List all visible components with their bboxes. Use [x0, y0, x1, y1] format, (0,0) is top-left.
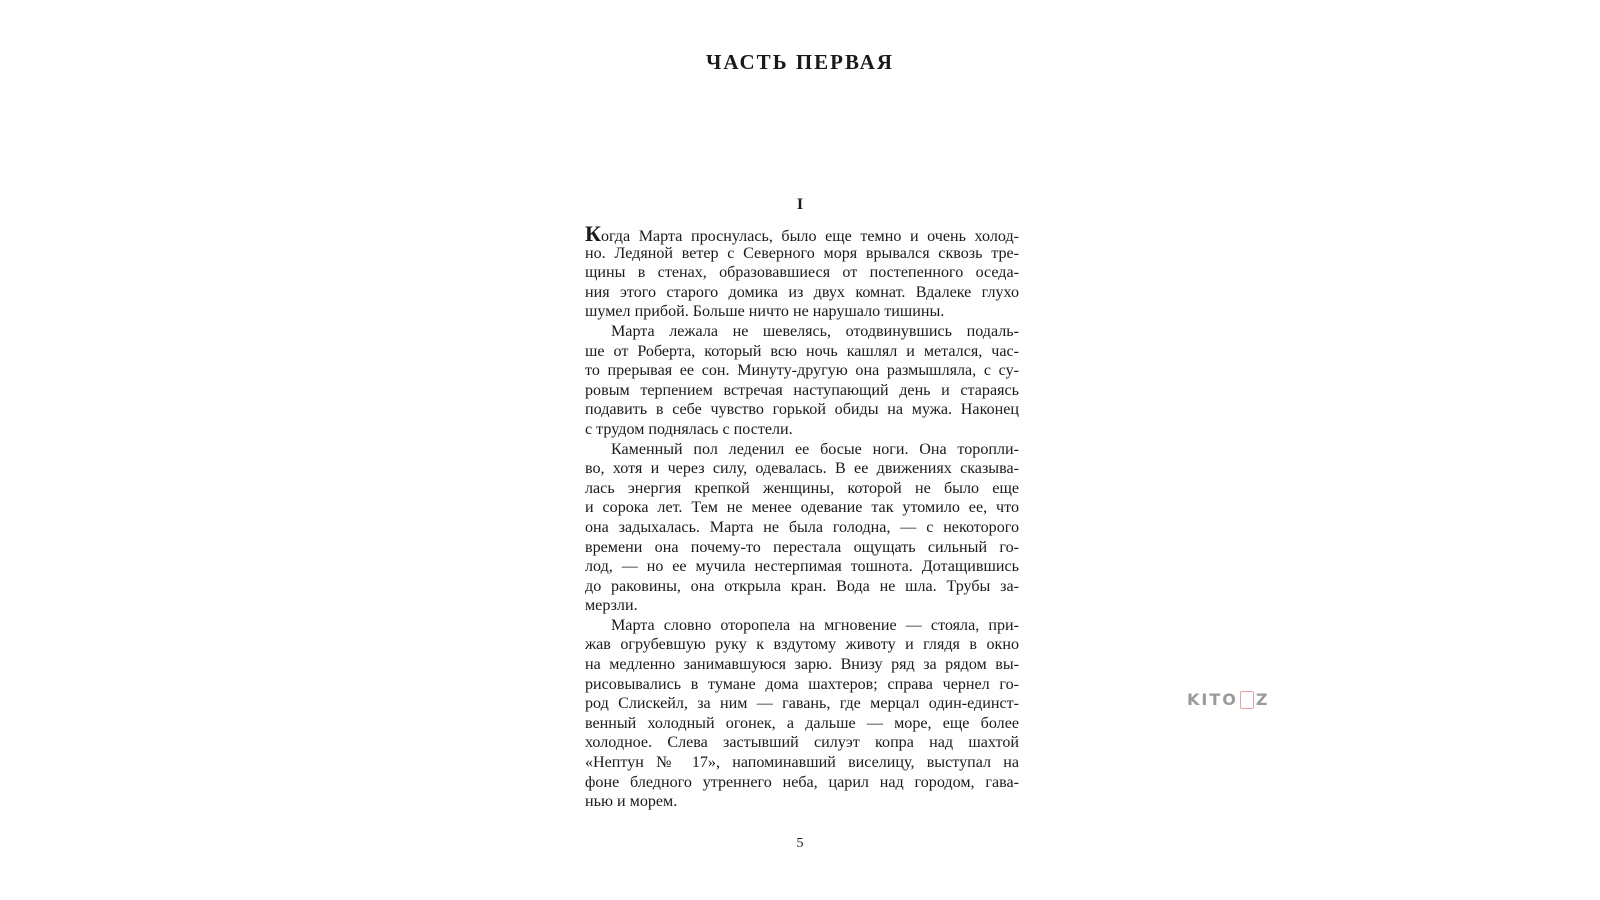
- text-line: шумел прибой. Больше ничто не нарушало тишины.: [585, 303, 945, 321]
- book-icon: [1240, 691, 1254, 709]
- text-line: она задыхалась. Марта не была голодна, — с некоторого: [585, 518, 1019, 536]
- text-line: щины в стенах, образовавшиеся от постепенного оседа-: [585, 264, 1019, 282]
- text-line: лась энергия крепкой женщины, которой не было еще: [585, 479, 1019, 497]
- text-line: Марта словно оторопела на мгновение — стояла, при-: [611, 616, 1019, 634]
- chapter-number: I: [796, 196, 804, 213]
- watermark-text-right: Z: [1255, 690, 1270, 709]
- text-line: до раковины, она открыла кран. Вода не шла. Трубы за-: [585, 577, 1019, 595]
- text-line: холодное. Слева застывший силуэт копра над шахтой: [585, 734, 1019, 752]
- text-line: ше от Роберта, который всю ночь кашлял и метался, час-: [585, 342, 1019, 360]
- text-line: Марта лежала не шевелясь, отодвинувшись подаль-: [611, 322, 1019, 340]
- text-line: «Нептун № 17», напоминавший виселицу, выступал на: [585, 754, 1019, 772]
- part-title: ЧАСТЬ ПЕРВАЯ: [705, 50, 895, 74]
- text-line: лод, — но ее мучила нестерпимая тошнота. Дотащившись: [585, 558, 1019, 576]
- text-line: с трудом поднялась с постели.: [585, 420, 793, 438]
- text-line: на медленно занимавшуюся зарю. Внизу ряд за рядом вы-: [585, 656, 1019, 674]
- first-line-text: огда Марта проснулась, было еще темно и очень холод-: [600, 228, 1019, 245]
- drop-cap: К: [585, 221, 601, 246]
- watermark-logo: [1187, 690, 1269, 709]
- text-line: мерзли.: [585, 597, 638, 615]
- text-line: фоне бледного утреннего неба, царил над городом, гава-: [585, 773, 1019, 791]
- text-line: во, хотя и через силу, одевалась. В ее движениях сказыва-: [585, 460, 1019, 478]
- text-line: ния этого старого домика из двух комнат. Вдалеке глухо: [585, 283, 1019, 301]
- text-line: времени она почему-то перестала ощущать сильный го-: [585, 538, 1019, 556]
- text-line: род Слискейл, за ним — гавань, где мерцал один-единст-: [585, 695, 1019, 713]
- text-line: подавить в себе чувство горькой обиды на мужа. Наконец: [585, 401, 1019, 419]
- text-line: ровым терпением встречая наступающий день и стараясь: [585, 381, 1019, 399]
- text-line: но. Ледяной ветер с Северного моря врывался сквозь тре-: [585, 244, 1019, 262]
- text-line: рисовывались в тумане дома шахтеров; справа чернел го-: [585, 675, 1019, 693]
- watermark-text-left: KITO: [1187, 690, 1238, 709]
- text-line: жав огрубевшую руку к вздутому животу и глядя в окно: [585, 636, 1019, 654]
- text-line: венный холодный огонек, а дальше — море, еще более: [585, 714, 1019, 732]
- text-line: нью и морем.: [585, 793, 678, 811]
- body-text: [585, 221, 1019, 812]
- page-number: 5: [796, 836, 804, 851]
- text-line: и сорока лет. Тем не менее одевание так утомило ее, что: [585, 499, 1019, 517]
- text-line: Каменный пол леденил ее босые ноги. Она торопли-: [611, 440, 1019, 458]
- text-line: то прерывая ее сон. Минуту-другую она размышляла, с су-: [585, 362, 1019, 380]
- text-line-1: [585, 221, 1019, 246]
